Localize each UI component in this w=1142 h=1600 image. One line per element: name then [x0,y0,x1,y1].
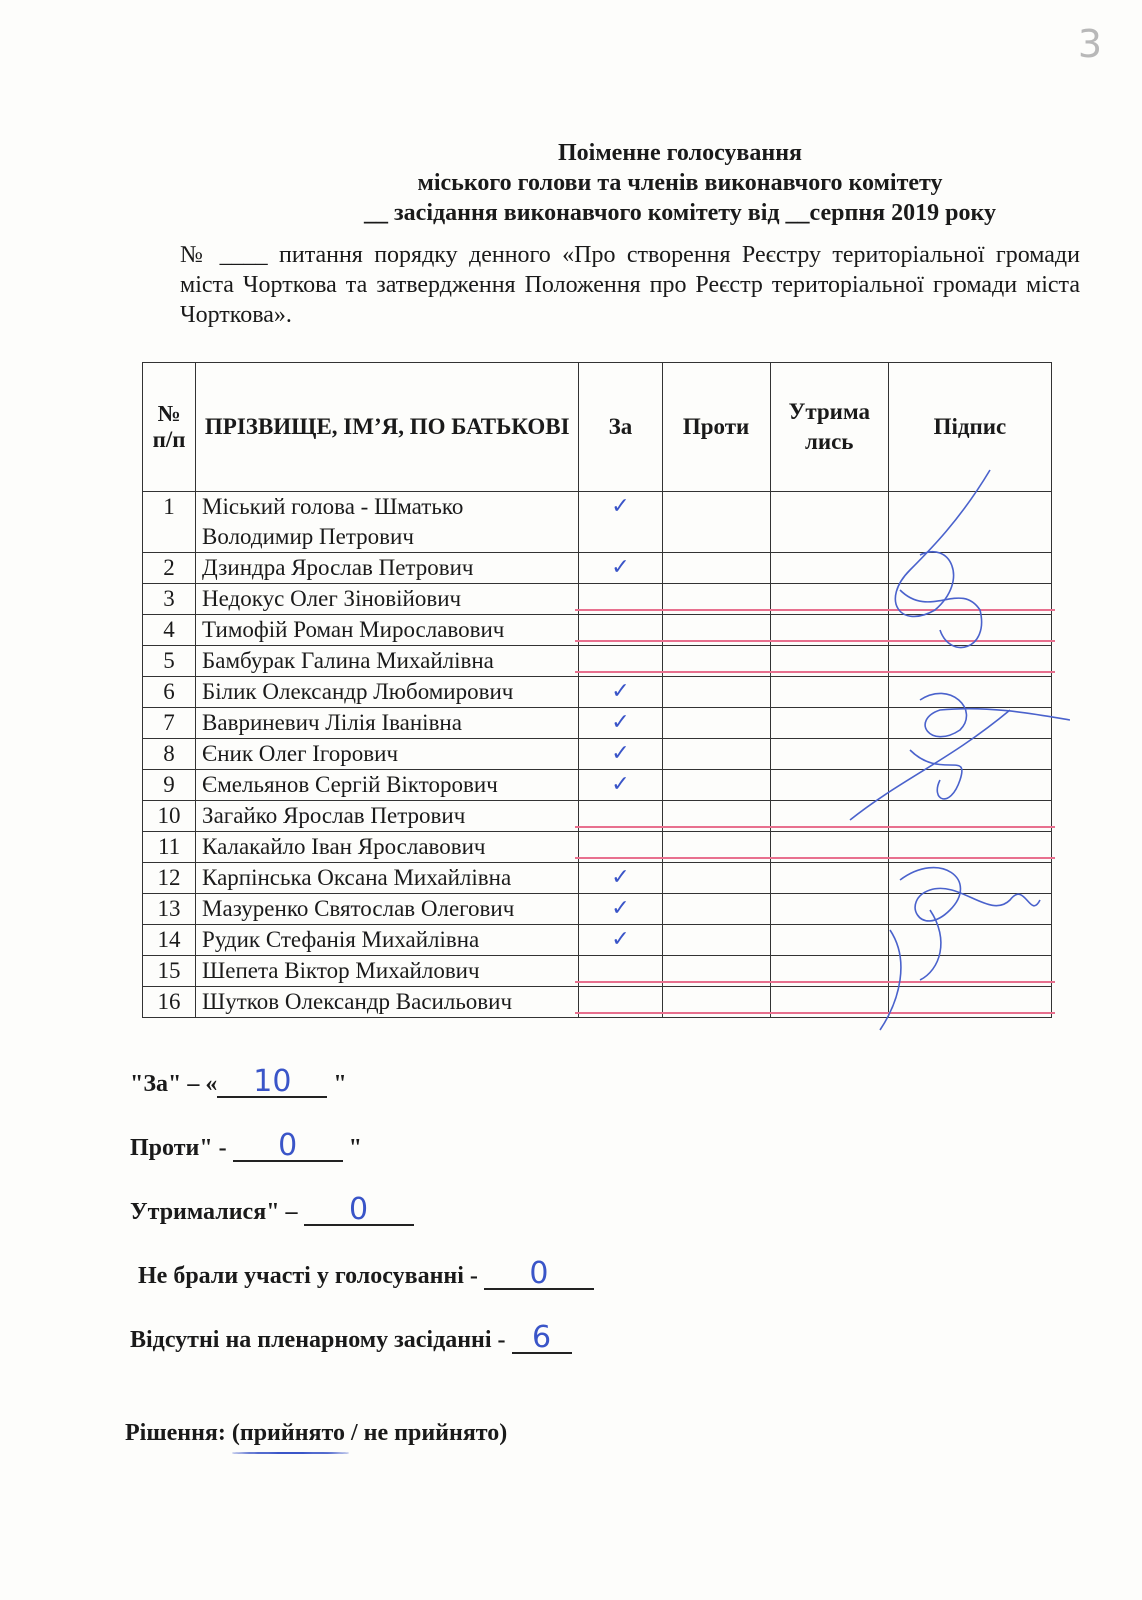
absent-strike-line [885,671,1055,673]
header-abstained: Утрима лись [770,363,888,492]
row-name: Карпінська Оксана Михайлівна [196,863,579,894]
row-signature [888,708,1051,739]
row-vote-against [662,615,770,646]
row-number: 2 [143,553,196,584]
title-line-3: __ засідання виконавчого комітету від __серпня 2019 року [364,200,996,226]
table-row [143,956,1052,987]
row-vote-against [662,646,770,677]
decision-accepted [240,1420,345,1446]
row-name: Мазуренко Святослав Олегович [196,894,579,925]
row-number: 11 [143,832,196,863]
row-name: Загайко Ярослав Петрович [196,801,579,832]
row-vote-for [579,553,662,584]
row-vote-abstained [770,956,888,987]
row-vote-for [579,894,662,925]
absent-strike-line [575,640,665,642]
row-signature [888,646,1051,677]
row-name: Калакайло Іван Ярославович [196,832,579,863]
total-absent [130,1320,594,1388]
row-number: 16 [143,987,196,1018]
row-vote-abstained [770,615,888,646]
decision-accepted-text: прийнято [239,1420,345,1446]
row-name: Дзиндра Ярослав Петрович [196,553,579,584]
row-signature [888,832,1051,863]
row-vote-abstained [770,708,888,739]
row-vote-for [579,801,662,832]
absent-strike-line [885,1012,1055,1014]
row-name: Тимофій Роман Мирославович [196,615,579,646]
title-line-1: Поіменне голосування [557,140,803,166]
row-vote-for [579,863,662,894]
absent-strike-line [575,671,665,673]
absent-strike-line [885,826,1055,828]
absent-strike-line [659,671,774,673]
total-for-label: "За" – « [130,1071,218,1097]
absent-strike-line [659,609,774,611]
row-name: Білик Олександр Любомирович [196,677,579,708]
voting-table [142,362,1052,1018]
check-icon: ✓ [611,865,630,890]
row-vote-for [579,615,662,646]
table-row [143,615,1052,646]
row-signature [888,553,1051,584]
row-number: 3 [143,584,196,615]
row-number: 14 [143,925,196,956]
absent-strike-line [885,981,1055,983]
table-row [143,770,1052,801]
row-vote-for [579,708,662,739]
row-vote-for [579,584,662,615]
total-abstained-label: Утрималися" – [130,1199,304,1225]
row-vote-against [662,492,770,553]
row-vote-against [662,987,770,1018]
decision-label: Рішення: ( [125,1420,240,1446]
check-icon: ✓ [611,896,630,921]
absent-strike-line [885,640,1055,642]
row-vote-abstained [770,584,888,615]
absent-strike-line [575,609,665,611]
absent-strike-line [767,981,892,983]
row-number: 8 [143,739,196,770]
absent-strike-line [885,609,1055,611]
row-signature [888,956,1051,987]
decision-close: ) [499,1420,508,1446]
table-row [143,553,1052,584]
row-number: 4 [143,615,196,646]
row-vote-for [579,770,662,801]
total-abstained-value: 0 [304,1196,414,1226]
total-not-voted [130,1256,594,1324]
total-absent-label: Відсутні на пленарному засіданні - [130,1327,512,1353]
row-vote-abstained [770,553,888,584]
total-absent-value: 6 [512,1324,572,1354]
check-icon: ✓ [611,772,630,797]
table-row [143,863,1052,894]
row-number: 6 [143,677,196,708]
total-against-label: Проти" - [130,1135,233,1161]
row-vote-against [662,863,770,894]
decision [125,1420,507,1447]
absent-strike-line [659,1012,774,1014]
check-icon: ✓ [611,679,630,704]
page-number: 3 [1077,22,1102,66]
row-signature [888,770,1051,801]
row-vote-against [662,770,770,801]
absent-strike-line [575,826,665,828]
row-vote-for [579,987,662,1018]
row-number: 5 [143,646,196,677]
title-line-2: міського голови та членів виконавчого комітету [417,170,943,196]
voting-table-body [143,492,1052,1018]
table-row [143,584,1052,615]
header-for: За [579,363,662,492]
total-for-value: 10 [217,1068,327,1098]
check-icon: ✓ [611,555,630,580]
row-vote-against [662,677,770,708]
row-name: Міський голова - Шматько Володимир Петрович [196,492,579,553]
row-vote-for [579,956,662,987]
table-row [143,801,1052,832]
absent-strike-line [885,857,1055,859]
absent-strike-line [767,826,892,828]
row-vote-abstained [770,801,888,832]
row-name: Шутков Олександр Васильович [196,987,579,1018]
row-vote-for [579,492,662,553]
vote-totals [130,1064,594,1388]
row-vote-abstained [770,925,888,956]
absent-strike-line [575,1012,665,1014]
table-row [143,492,1052,553]
row-signature [888,863,1051,894]
table-row [143,646,1052,677]
row-vote-abstained [770,987,888,1018]
row-name: Ємельянов Сергій Вікторович [196,770,579,801]
row-name: Шепета Віктор Михайлович [196,956,579,987]
row-name: Недокус Олег Зіновійович [196,584,579,615]
row-vote-abstained [770,832,888,863]
check-icon: ✓ [611,494,630,519]
absent-strike-line [575,857,665,859]
check-icon: ✓ [611,710,630,735]
row-number: 13 [143,894,196,925]
row-signature [888,584,1051,615]
absent-strike-line [767,640,892,642]
absent-strike-line [575,981,665,983]
header-signature: Підпис [888,363,1051,492]
row-number: 15 [143,956,196,987]
total-for-suffix: " [327,1071,347,1097]
row-vote-abstained [770,770,888,801]
row-name: Бамбурак Галина Михайлівна [196,646,579,677]
row-name: Рудик Стефанія Михайлівна [196,925,579,956]
table-row [143,832,1052,863]
total-for [130,1064,594,1132]
row-vote-abstained [770,646,888,677]
table-row [143,677,1052,708]
row-number: 12 [143,863,196,894]
absent-strike-line [659,857,774,859]
row-vote-abstained [770,677,888,708]
row-number: 7 [143,708,196,739]
absent-strike-line [659,981,774,983]
total-not-voted-label: Не брали участі у голосуванні - [138,1263,484,1289]
header-name: ПРІЗВИЩЕ, ІМ’Я, ПО БАТЬКОВІ [196,363,579,492]
row-vote-against [662,553,770,584]
row-signature [888,925,1051,956]
row-vote-against [662,894,770,925]
table-row [143,925,1052,956]
absent-strike-line [767,671,892,673]
header-against: Проти [662,363,770,492]
row-vote-abstained [770,492,888,553]
row-name: Вавриневич Лілія Іванівна [196,708,579,739]
row-vote-for [579,646,662,677]
row-vote-for [579,925,662,956]
table-row [143,894,1052,925]
decision-separator: / [345,1420,364,1446]
total-abstained [130,1192,594,1260]
row-signature [888,492,1051,553]
table-row [143,987,1052,1018]
decision-rejected: не прийнято [363,1420,500,1446]
row-vote-for [579,832,662,863]
row-vote-against [662,925,770,956]
row-number: 1 [143,492,196,553]
row-vote-abstained [770,894,888,925]
row-vote-against [662,739,770,770]
row-signature [888,801,1051,832]
check-icon: ✓ [611,927,630,952]
row-signature [888,987,1051,1018]
row-vote-against [662,584,770,615]
row-vote-against [662,832,770,863]
row-name: Єник Олег Ігорович [196,739,579,770]
absent-strike-line [659,826,774,828]
row-vote-abstained [770,739,888,770]
total-not-voted-value: 0 [484,1260,594,1290]
absent-strike-line [767,609,892,611]
header-number: № п/п [143,363,196,492]
absent-strike-line [767,857,892,859]
row-signature [888,615,1051,646]
row-signature [888,739,1051,770]
table-row [143,739,1052,770]
row-vote-against [662,708,770,739]
row-signature [888,677,1051,708]
agenda-question: № ____ питання порядку денного «Про створення Реєстру територіальної громади міста Чорткова та затвердження Положення про Реєстр територіальної громади міста Чорткова». [180,242,1080,328]
row-number: 9 [143,770,196,801]
total-against-suffix: " [342,1135,362,1161]
document-title [300,138,1060,228]
absent-strike-line [659,640,774,642]
row-vote-against [662,801,770,832]
total-against-value: 0 [233,1132,343,1162]
row-number: 10 [143,801,196,832]
table-header-row [143,363,1052,492]
row-vote-for [579,739,662,770]
row-vote-against [662,956,770,987]
total-against [130,1128,594,1196]
check-icon: ✓ [611,741,630,766]
row-vote-for [579,677,662,708]
table-row [143,708,1052,739]
absent-strike-line [767,1012,892,1014]
handwritten-underline [232,1452,349,1454]
row-signature [888,894,1051,925]
row-vote-abstained [770,863,888,894]
